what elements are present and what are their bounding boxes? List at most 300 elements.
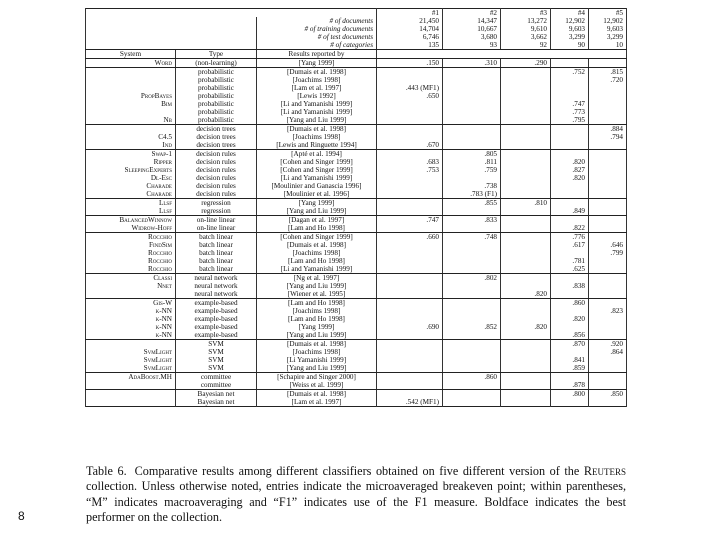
row-system: Charade xyxy=(86,182,176,190)
row-system xyxy=(86,398,176,407)
row-value-c4: .878 xyxy=(551,381,589,390)
row-value-c5: .864 xyxy=(589,348,627,356)
row-value-c2 xyxy=(443,241,501,249)
row-system: k-NN xyxy=(86,323,176,331)
row-value-c4 xyxy=(551,125,589,134)
row-value-c2 xyxy=(443,249,501,257)
row-system: Gis-W xyxy=(86,299,176,308)
row-value-c4: .820 xyxy=(551,315,589,323)
row-value-c5 xyxy=(589,190,627,199)
row-reference: [Yang and Liu 1999] xyxy=(257,207,377,216)
row-value-c4: .752 xyxy=(551,68,589,77)
table-row xyxy=(86,356,627,364)
row-reference: [Dumais et al. 1998] xyxy=(257,125,377,134)
row-value-c3 xyxy=(501,150,551,159)
row-value-c5: .794 xyxy=(589,133,627,141)
row-system: Llsf xyxy=(86,199,176,208)
table-row xyxy=(86,190,627,199)
row-value-c5: .920 xyxy=(589,340,627,349)
row-type: decision rules xyxy=(176,150,257,159)
row-type: regression xyxy=(176,199,257,208)
row-system xyxy=(86,108,176,116)
row-value-c4: .776 xyxy=(551,233,589,242)
table-row xyxy=(86,100,627,108)
row-system: Classi xyxy=(86,274,176,283)
table-caption xyxy=(86,464,626,526)
row-value-c1: .542 (MF1) xyxy=(377,398,443,407)
row-value-c2 xyxy=(443,174,501,182)
row-reference: [Lewis and Ringuette 1994] xyxy=(257,141,377,150)
header-value: 21,450 xyxy=(377,17,443,25)
row-type: decision trees xyxy=(176,133,257,141)
header-row-label: # of training documents xyxy=(257,25,377,33)
row-system: Dl-Esc xyxy=(86,174,176,182)
row-system: Bim xyxy=(86,100,176,108)
row-value-c1 xyxy=(377,133,443,141)
row-system xyxy=(86,290,176,299)
row-value-c3 xyxy=(501,265,551,274)
row-reference: [Yang 1999] xyxy=(257,59,377,68)
row-value-c4: .827 xyxy=(551,166,589,174)
table-row xyxy=(86,141,627,150)
row-value-c2 xyxy=(443,381,501,390)
row-system xyxy=(86,68,176,77)
row-reference: [Weiss et al. 1999] xyxy=(257,381,377,390)
row-value-c2 xyxy=(443,299,501,308)
row-value-c5 xyxy=(589,207,627,216)
table-row xyxy=(86,331,627,340)
row-reference: [Li and Yamanishi 1999] xyxy=(257,108,377,116)
header-row xyxy=(86,17,627,25)
row-reference: [Moulinier et al. 1996] xyxy=(257,190,377,199)
row-type: probabilistic xyxy=(176,108,257,116)
row-value-c3 xyxy=(501,282,551,290)
row-type: on-line linear xyxy=(176,224,257,233)
row-value-c3: .820 xyxy=(501,323,551,331)
table-row xyxy=(86,315,627,323)
header-row-label: # of test documents xyxy=(257,33,377,41)
column-label: #4 xyxy=(551,9,589,18)
row-value-c2: .855 xyxy=(443,199,501,208)
row-value-c5 xyxy=(589,92,627,100)
row-value-c5: .850 xyxy=(589,390,627,399)
table-row xyxy=(86,150,627,159)
row-value-c2: .759 xyxy=(443,166,501,174)
row-reference: [Dumais et al. 1998] xyxy=(257,390,377,399)
row-value-c4 xyxy=(551,348,589,356)
row-value-c1 xyxy=(377,390,443,399)
row-type: example-based xyxy=(176,307,257,315)
row-system: SvmLight xyxy=(86,364,176,373)
row-value-c4 xyxy=(551,307,589,315)
row-value-c2: .833 xyxy=(443,216,501,225)
caption-label: Table 6. xyxy=(86,464,127,478)
row-type: batch linear xyxy=(176,265,257,274)
caption-text-part1: Comparative results among different classifiers obtained on five different version of the xyxy=(134,464,580,478)
row-value-c4: .838 xyxy=(551,282,589,290)
row-value-c2 xyxy=(443,398,501,407)
header-row-label: # of categories xyxy=(257,41,377,50)
row-value-c3 xyxy=(501,216,551,225)
row-value-c4 xyxy=(551,92,589,100)
row-value-c3 xyxy=(501,133,551,141)
row-value-c2 xyxy=(443,68,501,77)
row-value-c5 xyxy=(589,100,627,108)
header-value: 90 xyxy=(551,41,589,50)
table-row xyxy=(86,174,627,182)
table-row xyxy=(86,233,627,242)
header-value: 10,667 xyxy=(443,25,501,33)
row-value-c2: .805 xyxy=(443,150,501,159)
row-value-c2 xyxy=(443,331,501,340)
row-type: batch linear xyxy=(176,257,257,265)
table-row xyxy=(86,216,627,225)
row-value-c5: .720 xyxy=(589,76,627,84)
row-value-c4 xyxy=(551,290,589,299)
row-value-c3 xyxy=(501,108,551,116)
row-value-c2 xyxy=(443,257,501,265)
row-value-c2 xyxy=(443,224,501,233)
row-type: neural network xyxy=(176,290,257,299)
row-value-c3 xyxy=(501,182,551,190)
row-value-c5 xyxy=(589,356,627,364)
row-reference: [Yang and Liu 1999] xyxy=(257,364,377,373)
header-value: 12,902 xyxy=(551,17,589,25)
row-value-c3 xyxy=(501,257,551,265)
table-row xyxy=(86,274,627,283)
row-type: decision rules xyxy=(176,190,257,199)
row-value-c5 xyxy=(589,282,627,290)
header-spacer xyxy=(86,17,257,25)
row-value-c1 xyxy=(377,108,443,116)
row-value-c5 xyxy=(589,257,627,265)
table-row xyxy=(86,182,627,190)
table-row xyxy=(86,76,627,84)
row-reference: [Joachims 1998] xyxy=(257,249,377,257)
row-value-c3 xyxy=(501,100,551,108)
row-system: k-NN xyxy=(86,331,176,340)
row-value-c5: .884 xyxy=(589,125,627,134)
row-system: Nb xyxy=(86,116,176,125)
row-value-c1: .753 xyxy=(377,166,443,174)
row-reference: [Lam and Ho 1998] xyxy=(257,257,377,265)
header-row-label: # of documents xyxy=(257,17,377,25)
table-row xyxy=(86,224,627,233)
header-value: 10 xyxy=(589,41,627,50)
row-type: (non-learning) xyxy=(176,59,257,68)
row-value-c1 xyxy=(377,241,443,249)
row-value-c1 xyxy=(377,116,443,125)
header-value: 3,299 xyxy=(551,33,589,41)
row-value-c3 xyxy=(501,207,551,216)
row-value-c4: .849 xyxy=(551,207,589,216)
row-reference: [Lam et al. 1997] xyxy=(257,398,377,407)
row-value-c5 xyxy=(589,224,627,233)
row-system xyxy=(86,125,176,134)
table-row xyxy=(86,166,627,174)
row-value-c5 xyxy=(589,373,627,382)
results-table xyxy=(85,8,627,407)
column-label: #2 xyxy=(443,9,501,18)
row-value-c1 xyxy=(377,364,443,373)
row-value-c5 xyxy=(589,265,627,274)
row-system xyxy=(86,390,176,399)
row-reference: [Lam and Ho 1998] xyxy=(257,224,377,233)
row-value-c1 xyxy=(377,381,443,390)
row-reference: [Wiener et al. 1995] xyxy=(257,290,377,299)
row-value-c4: .800 xyxy=(551,390,589,399)
row-value-c5 xyxy=(589,381,627,390)
row-system: Ind xyxy=(86,141,176,150)
row-value-c4 xyxy=(551,398,589,407)
row-type: decision trees xyxy=(176,141,257,150)
table-row xyxy=(86,307,627,315)
table-row xyxy=(86,84,627,92)
row-value-c4: .856 xyxy=(551,331,589,340)
row-type: batch linear xyxy=(176,249,257,257)
row-value-c3 xyxy=(501,84,551,92)
row-value-c4: .795 xyxy=(551,116,589,125)
row-system: Nnet xyxy=(86,282,176,290)
header-value: 9,603 xyxy=(551,25,589,33)
row-type: probabilistic xyxy=(176,100,257,108)
row-type: decision trees xyxy=(176,125,257,134)
caption-reuters: Reuters xyxy=(583,464,626,478)
table-row xyxy=(86,282,627,290)
row-value-c5 xyxy=(589,166,627,174)
table-row xyxy=(86,116,627,125)
row-type: SVM xyxy=(176,356,257,364)
row-value-c1 xyxy=(377,182,443,190)
row-value-c5: .823 xyxy=(589,307,627,315)
row-value-c2 xyxy=(443,265,501,274)
row-value-c3 xyxy=(501,299,551,308)
row-value-c4: .859 xyxy=(551,364,589,373)
header-value: 93 xyxy=(443,41,501,50)
row-value-c1 xyxy=(377,356,443,364)
row-value-c5 xyxy=(589,108,627,116)
table-row xyxy=(86,92,627,100)
row-value-c1 xyxy=(377,76,443,84)
row-value-c4: .820 xyxy=(551,174,589,182)
row-value-c2 xyxy=(443,356,501,364)
header-spacer xyxy=(86,41,257,50)
row-value-c1 xyxy=(377,265,443,274)
row-value-c1 xyxy=(377,340,443,349)
row-system: FindSim xyxy=(86,241,176,249)
row-reference: [Schapire and Singer 2000] xyxy=(257,373,377,382)
row-system: BalancedWinnow xyxy=(86,216,176,225)
row-reference: [Li and Yamanishi 1999] xyxy=(257,265,377,274)
row-value-c1: .443 (MF1) xyxy=(377,84,443,92)
row-type: on-line linear xyxy=(176,216,257,225)
header-spacer xyxy=(86,25,257,33)
row-value-c4 xyxy=(551,249,589,257)
row-value-c1: .747 xyxy=(377,216,443,225)
row-type: neural network xyxy=(176,274,257,283)
header-row xyxy=(86,41,627,50)
row-value-c2 xyxy=(443,390,501,399)
row-value-c3 xyxy=(501,76,551,84)
row-system xyxy=(86,76,176,84)
row-value-c5 xyxy=(589,174,627,182)
row-value-c5 xyxy=(589,315,627,323)
header-value: 14,347 xyxy=(443,17,501,25)
row-reference: [Yang 1999] xyxy=(257,323,377,331)
header-value: 13,272 xyxy=(501,17,551,25)
row-system xyxy=(86,340,176,349)
table-row xyxy=(86,398,627,407)
row-value-c1 xyxy=(377,249,443,257)
row-value-c3: .290 xyxy=(501,59,551,68)
header-value: 3,299 xyxy=(589,33,627,41)
row-value-c3 xyxy=(501,166,551,174)
row-type: batch linear xyxy=(176,241,257,249)
row-system xyxy=(86,84,176,92)
row-value-c2: .802 xyxy=(443,274,501,283)
row-value-c1 xyxy=(377,257,443,265)
row-value-c4: .870 xyxy=(551,340,589,349)
table-row xyxy=(86,257,627,265)
row-value-c1 xyxy=(377,348,443,356)
row-value-c1 xyxy=(377,307,443,315)
row-value-c4: .820 xyxy=(551,158,589,166)
subheader-type: Type xyxy=(176,50,257,59)
row-value-c5: .646 xyxy=(589,241,627,249)
row-type: probabilistic xyxy=(176,76,257,84)
row-type: committee xyxy=(176,373,257,382)
row-reference: [Li and Yamanishi 1999] xyxy=(257,174,377,182)
row-value-c2 xyxy=(443,307,501,315)
row-value-c5 xyxy=(589,323,627,331)
row-value-c3 xyxy=(501,141,551,150)
row-value-c3 xyxy=(501,241,551,249)
row-value-c4 xyxy=(551,59,589,68)
row-system: SvmLight xyxy=(86,356,176,364)
row-value-c2 xyxy=(443,348,501,356)
row-reference: [Cohen and Singer 1999] xyxy=(257,166,377,174)
row-value-c2: .852 xyxy=(443,323,501,331)
row-value-c4 xyxy=(551,141,589,150)
row-value-c1: .690 xyxy=(377,323,443,331)
row-value-c1: .683 xyxy=(377,158,443,166)
header-value: 3,662 xyxy=(501,33,551,41)
table-row xyxy=(86,381,627,390)
row-type: example-based xyxy=(176,323,257,331)
row-value-c5 xyxy=(589,233,627,242)
row-value-c2 xyxy=(443,141,501,150)
row-value-c4 xyxy=(551,150,589,159)
row-type: probabilistic xyxy=(176,92,257,100)
row-value-c2 xyxy=(443,108,501,116)
row-value-c4: .860 xyxy=(551,299,589,308)
subheader-system: System xyxy=(86,50,176,59)
row-value-c3 xyxy=(501,315,551,323)
row-system: AdaBoost.MH xyxy=(86,373,176,382)
subheader-row xyxy=(86,50,627,59)
page-number: 8 xyxy=(18,509,25,523)
column-label-row xyxy=(86,9,627,18)
row-value-c3 xyxy=(501,340,551,349)
row-system xyxy=(86,381,176,390)
row-value-c2 xyxy=(443,290,501,299)
row-type: decision rules xyxy=(176,166,257,174)
caption-text-part2: collection. Unless otherwise noted, entries indicate the microaveraged breakeven point; within parentheses, “M” indicates macroaveraging and “F1” indicates use of the F1 measure. Boldface indicates the best performer on the collection. xyxy=(86,479,626,525)
row-value-c2 xyxy=(443,315,501,323)
row-value-c1 xyxy=(377,100,443,108)
row-value-c3 xyxy=(501,224,551,233)
row-type: probabilistic xyxy=(176,68,257,77)
table-row xyxy=(86,59,627,68)
row-reference: [Joachims 1998] xyxy=(257,348,377,356)
row-value-c1 xyxy=(377,190,443,199)
table-row xyxy=(86,265,627,274)
table-row xyxy=(86,348,627,356)
row-reference: [Li Yamanishi 1999] xyxy=(257,356,377,364)
row-reference: [Lam and Ho 1998] xyxy=(257,299,377,308)
row-type: SVM xyxy=(176,340,257,349)
row-value-c3 xyxy=(501,125,551,134)
row-value-c1 xyxy=(377,199,443,208)
row-type: Bayesian net xyxy=(176,390,257,399)
row-value-c1: .670 xyxy=(377,141,443,150)
row-system: SleepingExperts xyxy=(86,166,176,174)
column-label: #3 xyxy=(501,9,551,18)
row-value-c1 xyxy=(377,174,443,182)
header-row xyxy=(86,25,627,33)
table-row xyxy=(86,125,627,134)
table-row xyxy=(86,207,627,216)
row-value-c5 xyxy=(589,290,627,299)
row-value-c3 xyxy=(501,68,551,77)
table-row xyxy=(86,241,627,249)
row-reference: [Ng et al. 1997] xyxy=(257,274,377,283)
table-row xyxy=(86,390,627,399)
row-type: committee xyxy=(176,381,257,390)
row-type: example-based xyxy=(176,315,257,323)
row-value-c5 xyxy=(589,158,627,166)
row-value-c4 xyxy=(551,76,589,84)
row-value-c5 xyxy=(589,199,627,208)
table-row xyxy=(86,133,627,141)
row-system: k-NN xyxy=(86,315,176,323)
row-value-c5 xyxy=(589,216,627,225)
column-label: #1 xyxy=(377,9,443,18)
row-value-c2 xyxy=(443,133,501,141)
header-value: 14,704 xyxy=(377,25,443,33)
table-row xyxy=(86,249,627,257)
row-system: Llsf xyxy=(86,207,176,216)
column-label: #5 xyxy=(589,9,627,18)
row-value-c5 xyxy=(589,299,627,308)
row-value-c3 xyxy=(501,158,551,166)
row-value-c3 xyxy=(501,356,551,364)
row-type: probabilistic xyxy=(176,116,257,125)
row-reference: [Yang and Liu 1999] xyxy=(257,331,377,340)
row-value-c1 xyxy=(377,373,443,382)
row-value-c1: .660 xyxy=(377,233,443,242)
row-value-c2 xyxy=(443,340,501,349)
row-value-c5: .799 xyxy=(589,249,627,257)
row-value-c2 xyxy=(443,92,501,100)
row-reference: [Joachims 1998] xyxy=(257,76,377,84)
row-value-c5 xyxy=(589,116,627,125)
row-value-c1 xyxy=(377,331,443,340)
table-row xyxy=(86,373,627,382)
row-value-c3 xyxy=(501,92,551,100)
row-value-c3 xyxy=(501,390,551,399)
row-value-c1 xyxy=(377,290,443,299)
